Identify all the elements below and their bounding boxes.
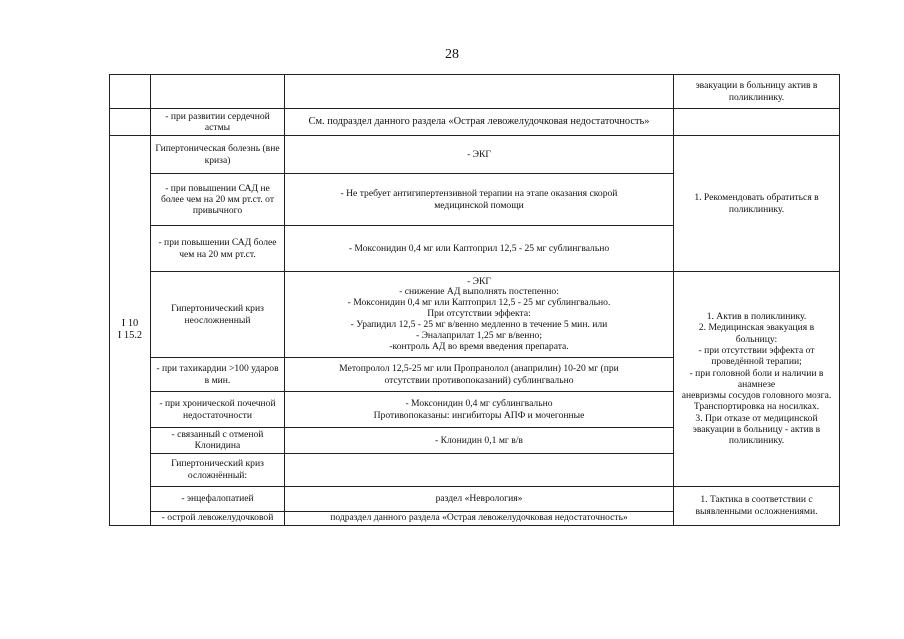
treatment-cell (285, 453, 674, 486)
condition-cell: - при повышении САД более чем на 20 мм рт.ст. (151, 226, 285, 272)
table-row (110, 272, 840, 358)
treatment-cell: подраздел данного раздела «Острая левожелудочковая недостаточность» (285, 511, 674, 525)
condition-cell: - энцефалопатией (151, 486, 285, 511)
table-row (110, 109, 840, 136)
condition-cell: - острой левожелудочковой (151, 511, 285, 525)
treatment-cell: - Моксонидин 0,4 мг сублингвально Противопоказаны: ингибиторы АПФ и мочегонные (285, 392, 674, 428)
table-row (110, 486, 840, 511)
treatment-cell: - Клонидин 0,1 мг в/в (285, 428, 674, 454)
treatment-cell (285, 75, 674, 109)
table-row (110, 75, 840, 109)
note-cell: эвакуации в больницу актив в поликлинику. (674, 75, 840, 109)
note-cell (674, 109, 840, 136)
condition-cell: - при тахикардии >100 ударов в мин. (151, 358, 285, 392)
treatment-cell: См. подраздел данного раздела «Острая левожелудочковая недостаточность» (285, 109, 674, 136)
code-cell (110, 75, 151, 109)
condition-cell: Гипертоническая болезнь (вне криза) (151, 136, 285, 174)
condition-cell: - связанный с отменой Клонидина (151, 428, 285, 454)
page-number: 28 (445, 47, 459, 62)
condition-cell (151, 75, 285, 109)
note-cell: 1. Актив в поликлинику. 2. Медицинская эвакуация в больницу: - при отсутствии эффекта от проведённой терапии; - при головной боли и наличии в анамнезе аневризмы сосудов головного мозга. Транспортировка на носилках. 3. При отказе от медицинской эвакуации в больницу - актив в поликлинику. (674, 272, 840, 487)
code-cell (110, 109, 151, 136)
condition-cell: - при хронической почечной недостаточности (151, 392, 285, 428)
icd-code-cell: I 10 I 15.2 (110, 136, 151, 526)
table-row (110, 136, 840, 174)
treatment-cell: раздел «Неврология» (285, 486, 674, 511)
treatment-cell: - ЭКГ (285, 136, 674, 174)
condition-cell: Гипертонический криз неосложненный (151, 272, 285, 358)
treatment-cell: - Не требует антигипертензивной терапии на этапе оказания скорой медицинской помощи (285, 174, 674, 226)
condition-cell: - при повышении САД не более чем на 20 мм рт.ст. от привычного (151, 174, 285, 226)
treatment-cell: - Моксонидин 0,4 мг или Каптоприл 12,5 - 25 мг сублингвально (285, 226, 674, 272)
treatment-cell: Метопролол 12,5-25 мг или Пропранолол (анаприлин) 10-20 мг (при отсутствии противопоказаний) сублингвально (285, 358, 674, 392)
protocol-table (109, 74, 840, 526)
condition-cell: - при развитии сердечной астмы (151, 109, 285, 136)
note-cell: 1. Рекомендовать обратиться в поликлинику. (674, 136, 840, 272)
treatment-cell: - ЭКГ - снижение АД выполнять постепенно: - Моксонидин 0,4 мг или Каптоприл 12,5 - 25 мг сублингвально. При отсутствии эффекта: - Урапидил 12,5 - 25 мг в/венно медленно в течение 5 мин. или - Эналаприлат 1,25 мг в/венно; -контроль АД во время введения препарата. (285, 272, 674, 358)
note-cell: 1. Тактика в соответствии с выявленными осложнениями. (674, 486, 840, 525)
condition-cell: Гипертонический криз осложнённый: (151, 453, 285, 486)
